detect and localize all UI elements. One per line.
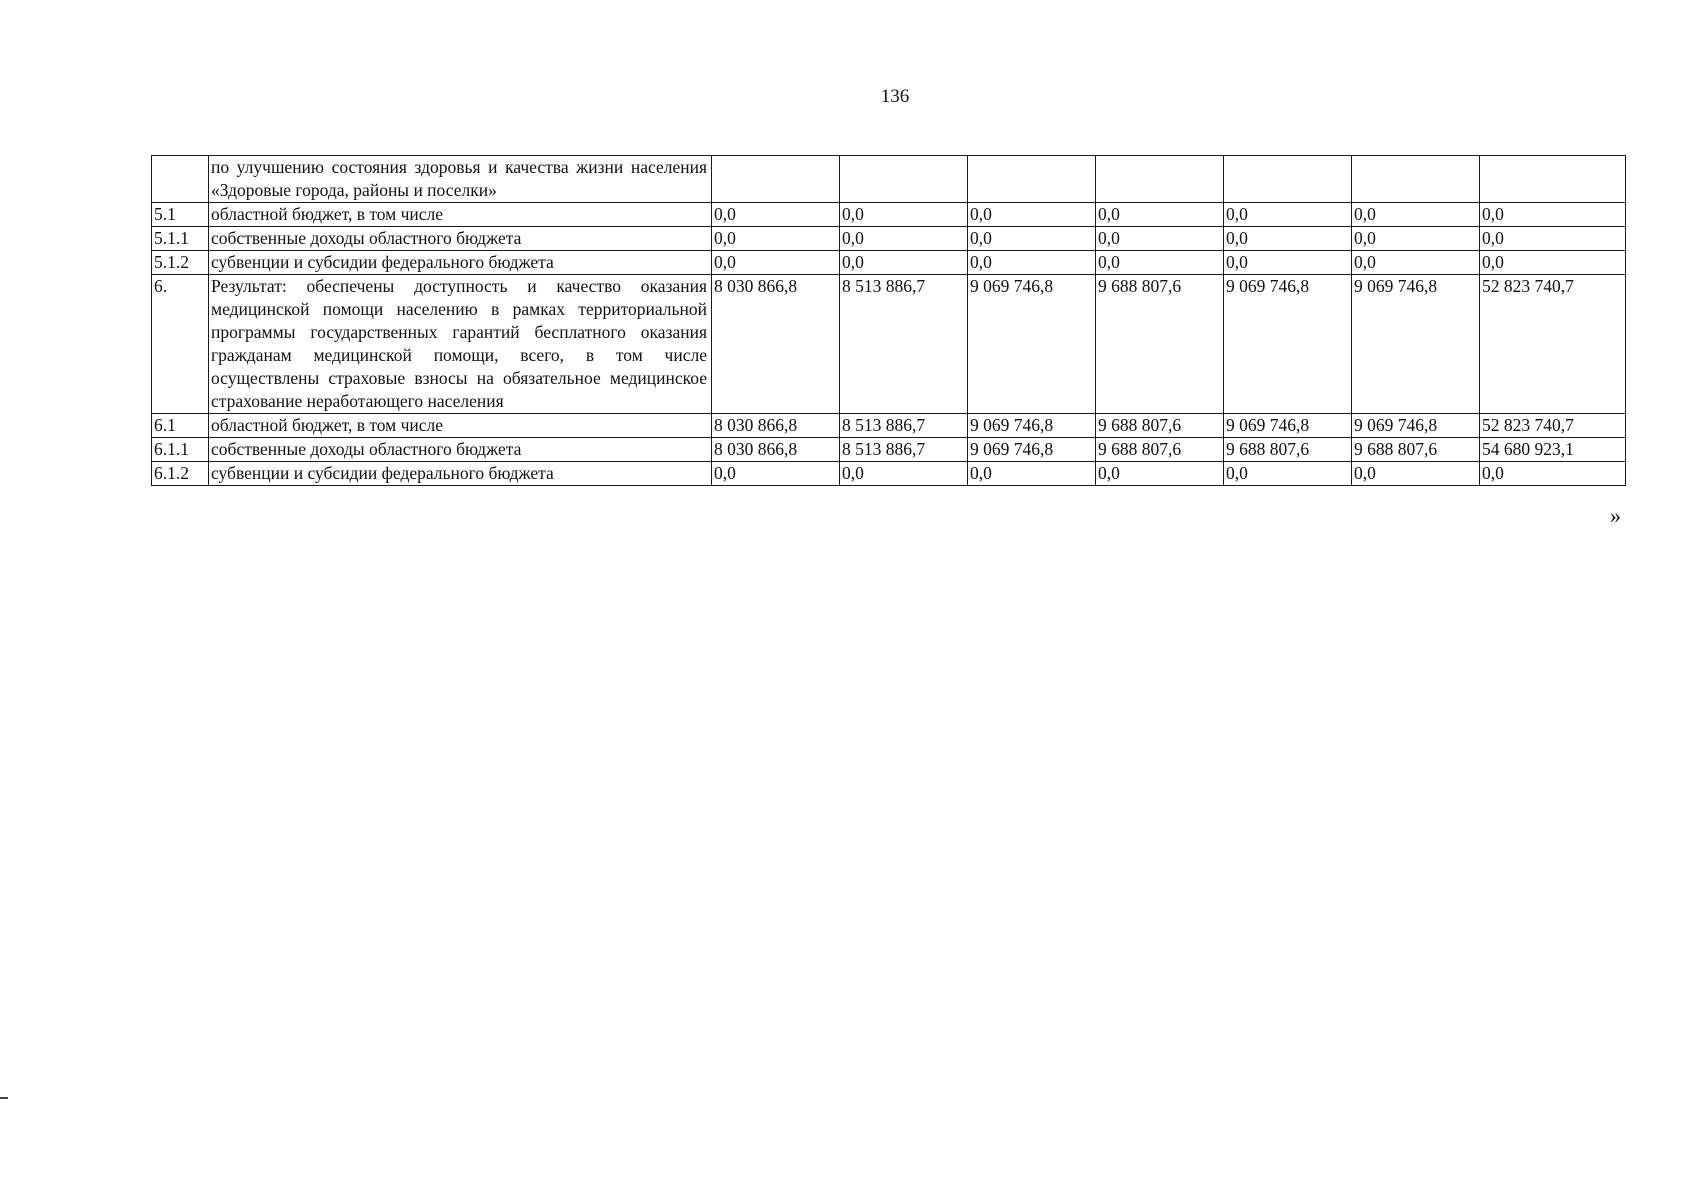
year-value-cell: 8 030 866,8 [712, 438, 840, 462]
year-value-cell: 0,0 [1096, 203, 1224, 227]
year-value-cell: 8 030 866,8 [712, 414, 840, 438]
year-value-cell: 8 513 886,7 [840, 438, 968, 462]
row-number-cell: 6. [152, 275, 209, 414]
year-value-cell [1096, 156, 1224, 203]
year-value-cell: 0,0 [968, 462, 1096, 486]
year-value-cell: 9 069 746,8 [968, 275, 1096, 414]
table-row [152, 203, 1626, 227]
year-value-cell: 9 069 746,8 [968, 438, 1096, 462]
year-value-cell [968, 156, 1096, 203]
year-value-cell: 0,0 [1224, 462, 1352, 486]
scan-edge-mark [0, 1097, 8, 1099]
total-value-cell: 52 823 740,7 [1480, 414, 1626, 438]
year-value-cell: 0,0 [712, 227, 840, 251]
year-value-cell: 9 688 807,6 [1352, 438, 1480, 462]
total-value-cell: 0,0 [1480, 251, 1626, 275]
year-value-cell: 0,0 [1224, 203, 1352, 227]
table-row [152, 227, 1626, 251]
year-value-cell: 0,0 [1352, 227, 1480, 251]
year-value-cell: 0,0 [712, 203, 840, 227]
year-value-cell: 9 069 746,8 [968, 414, 1096, 438]
year-value-cell: 0,0 [1352, 462, 1480, 486]
year-value-cell: 9 688 807,6 [1224, 438, 1352, 462]
year-value-cell: 9 069 746,8 [1224, 414, 1352, 438]
year-value-cell: 8 513 886,7 [840, 414, 968, 438]
row-number-cell: 5.1.2 [152, 251, 209, 275]
budget-table-body [152, 156, 1626, 486]
page-number: 136 [880, 86, 910, 107]
closing-quote: » [1610, 503, 1621, 528]
total-value-cell: 52 823 740,7 [1480, 275, 1626, 414]
row-description-cell: субвенции и субсидии федерального бюджета [209, 251, 712, 275]
year-value-cell: 0,0 [840, 203, 968, 227]
row-number-cell: 6.1 [152, 414, 209, 438]
year-value-cell: 0,0 [712, 251, 840, 275]
row-description-cell: областной бюджет, в том числе [209, 203, 712, 227]
table-row [152, 275, 1626, 414]
year-value-cell [1352, 156, 1480, 203]
year-value-cell: 9 688 807,6 [1096, 438, 1224, 462]
row-description-cell: Результат: обеспечены доступность и качество оказания медицинской помощи населению в рамках территориальной программы государственных гарантий бесплатного оказания гражданам медицинской помощи, всего, в том числе осуществлены страховые взносы на обязательное медицинское страхование неработающего населения [209, 275, 712, 414]
year-value-cell: 9 069 746,8 [1224, 275, 1352, 414]
year-value-cell: 0,0 [1352, 251, 1480, 275]
year-value-cell [840, 156, 968, 203]
year-value-cell: 0,0 [968, 203, 1096, 227]
row-description-cell: собственные доходы областного бюджета [209, 227, 712, 251]
row-description-cell: субвенции и субсидии федерального бюджета [209, 462, 712, 486]
table-row [152, 414, 1626, 438]
year-value-cell: 0,0 [840, 251, 968, 275]
row-number-cell: 6.1.2 [152, 462, 209, 486]
year-value-cell: 8 513 886,7 [840, 275, 968, 414]
total-value-cell: 0,0 [1480, 227, 1626, 251]
year-value-cell: 0,0 [1096, 251, 1224, 275]
total-value-cell [1480, 156, 1626, 203]
year-value-cell: 0,0 [1096, 227, 1224, 251]
total-value-cell: 0,0 [1480, 462, 1626, 486]
year-value-cell: 0,0 [968, 251, 1096, 275]
year-value-cell: 0,0 [712, 462, 840, 486]
row-description-cell: по улучшению состояния здоровья и качества жизни населения «Здоровые города, районы и поселки» [209, 156, 712, 203]
year-value-cell: 0,0 [1096, 462, 1224, 486]
year-value-cell [1224, 156, 1352, 203]
budget-table [151, 155, 1626, 486]
year-value-cell: 0,0 [840, 462, 968, 486]
year-value-cell: 9 069 746,8 [1352, 414, 1480, 438]
row-number-cell: 6.1.1 [152, 438, 209, 462]
total-value-cell: 0,0 [1480, 203, 1626, 227]
year-value-cell: 8 030 866,8 [712, 275, 840, 414]
table-row [152, 156, 1626, 203]
row-description-cell: собственные доходы областного бюджета [209, 438, 712, 462]
table-row [152, 251, 1626, 275]
year-value-cell: 0,0 [1224, 227, 1352, 251]
year-value-cell: 9 688 807,6 [1096, 275, 1224, 414]
year-value-cell: 0,0 [968, 227, 1096, 251]
year-value-cell: 0,0 [1224, 251, 1352, 275]
year-value-cell: 9 688 807,6 [1096, 414, 1224, 438]
row-number-cell: 5.1 [152, 203, 209, 227]
year-value-cell: 0,0 [840, 227, 968, 251]
row-description-cell: областной бюджет, в том числе [209, 414, 712, 438]
year-value-cell: 0,0 [1352, 203, 1480, 227]
row-number-cell: 5.1.1 [152, 227, 209, 251]
year-value-cell [712, 156, 840, 203]
year-value-cell: 9 069 746,8 [1352, 275, 1480, 414]
table-row [152, 462, 1626, 486]
row-number-cell [152, 156, 209, 203]
table-row [152, 438, 1626, 462]
total-value-cell: 54 680 923,1 [1480, 438, 1626, 462]
